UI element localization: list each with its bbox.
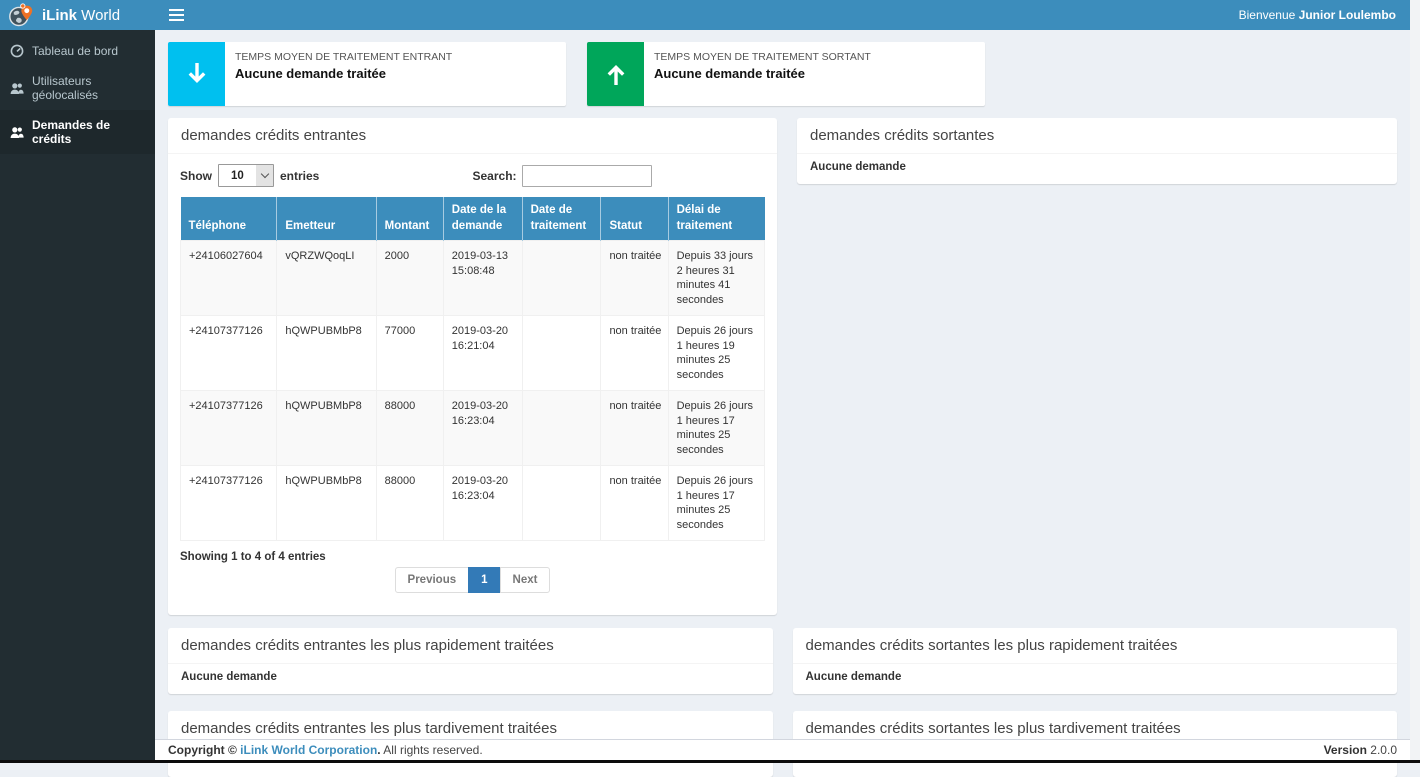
cell-date-traitement <box>522 391 601 466</box>
cell-delai: Depuis 26 jours 1 heures 17 minutes 25 secondes <box>668 391 764 466</box>
brand[interactable] <box>0 0 155 30</box>
search-label: Search: <box>472 168 517 183</box>
entries-label: entries <box>280 168 320 183</box>
column-header-date-demande[interactable]: Date de la demande <box>443 197 522 241</box>
arrow-up-icon <box>587 42 644 106</box>
sidebar-item-label: Utilisateurs géolocalisés <box>32 74 99 102</box>
panel-title: demandes crédits entrantes les plus rapidement traitées <box>168 628 773 664</box>
sidebar-item-label: Tableau de bord <box>32 44 119 58</box>
vertical-scrollbar[interactable] <box>1410 0 1420 763</box>
version-text: Version 2.0.0 <box>1323 743 1397 757</box>
users-icon <box>10 81 24 95</box>
empty-message: Aucune demande <box>805 671 902 684</box>
table-row <box>181 316 765 391</box>
navbar-body <box>155 0 1410 30</box>
page-1-button[interactable]: 1 <box>468 567 500 593</box>
users-icon <box>10 125 24 139</box>
cell-emetteur: hQWPUBMbP8 <box>277 466 376 541</box>
sidebar-item-tableau-de-bord[interactable] <box>0 36 155 66</box>
empty-message: Aucune demande <box>810 161 906 173</box>
cell-montant: 88000 <box>376 466 443 541</box>
top-navbar <box>0 0 1410 30</box>
cell-montant: 88000 <box>376 391 443 466</box>
sidebar-item-demandes-de-credits[interactable] <box>0 110 155 154</box>
sidebar-toggle-button[interactable] <box>169 6 191 24</box>
cell-delai: Depuis 26 jours 1 heures 19 minutes 25 secondes <box>668 316 764 391</box>
cell-statut: non traitée <box>601 241 668 316</box>
sidebar-item-label: Demandes de crédits <box>32 118 111 146</box>
previous-page-button[interactable]: Previous <box>395 567 470 593</box>
table-row <box>181 466 765 541</box>
panel-title: demandes crédits sortantes <box>797 118 1397 154</box>
sidebar-item-utilisateurs-geolocalises[interactable] <box>0 66 155 110</box>
column-header-delai[interactable]: Délai de traitement <box>668 197 764 241</box>
window-bottom-edge <box>0 760 1420 763</box>
panel-sortantes-rapidement <box>793 628 1398 694</box>
panel-title: demandes crédits sortantes les plus tardivement traitées <box>793 711 1398 747</box>
arrow-down-icon <box>168 42 225 106</box>
column-header-statut[interactable]: Statut <box>601 197 668 241</box>
demandes-entrantes-table <box>180 197 765 541</box>
info-box-title: TEMPS MOYEN DE TRAITEMENT SORTANT <box>654 51 871 63</box>
info-box-value: Aucune demande traitée <box>235 66 386 81</box>
pagination <box>180 567 765 593</box>
cell-date-traitement <box>522 241 601 316</box>
cell-date-demande: 2019-03-20 16:21:04 <box>443 316 522 391</box>
column-header-telephone[interactable]: Téléphone <box>181 197 277 241</box>
cell-telephone: +24107377126 <box>181 466 277 541</box>
cell-emetteur: vQRZWQoqLI <box>277 241 376 316</box>
cell-statut: non traitée <box>601 316 668 391</box>
panel-entrantes-rapidement <box>168 628 773 694</box>
company-link[interactable]: iLink World Corporation <box>240 743 378 757</box>
info-box-value: Aucune demande traitée <box>654 66 805 81</box>
cell-delai: Depuis 26 jours 1 heures 17 minutes 25 secondes <box>668 466 764 541</box>
cell-date-demande: 2019-03-13 15:08:48 <box>443 241 522 316</box>
info-box-row <box>168 42 1397 106</box>
panel-title: demandes crédits entrantes <box>168 118 777 154</box>
cell-date-demande: 2019-03-20 16:23:04 <box>443 391 522 466</box>
cell-montant: 2000 <box>376 241 443 316</box>
cell-delai: Depuis 33 jours 2 heures 31 minutes 41 secondes <box>668 241 764 316</box>
page-length-select[interactable] <box>218 164 274 187</box>
app-logo-icon <box>8 2 34 28</box>
empty-message: Aucune demande <box>181 671 277 684</box>
cell-date-traitement <box>522 466 601 541</box>
dashboard-icon <box>10 44 24 58</box>
table-info-text: Showing 1 to 4 of 4 entries <box>180 551 326 564</box>
column-header-emetteur[interactable]: Emetteur <box>277 197 376 241</box>
page-length-control <box>180 164 473 187</box>
panel-title: demandes crédits entrantes les plus tardivement traitées <box>168 711 773 747</box>
search-control <box>473 165 652 187</box>
cell-montant: 77000 <box>376 316 443 391</box>
info-box-title: TEMPS MOYEN DE TRAITEMENT ENTRANT <box>235 51 453 63</box>
info-box-outgoing <box>587 42 985 106</box>
table-row <box>181 241 765 316</box>
copyright-text: Copyright © iLink World Corporation. All rights reserved. <box>168 743 483 757</box>
cell-date-demande: 2019-03-20 16:23:04 <box>443 466 522 541</box>
cell-emetteur: hQWPUBMbP8 <box>277 391 376 466</box>
column-header-montant[interactable]: Montant <box>376 197 443 241</box>
sidebar <box>0 30 155 763</box>
page-footer <box>155 739 1410 760</box>
panel-demandes-entrantes <box>168 118 777 615</box>
cell-telephone: +24106027604 <box>181 241 277 316</box>
cell-telephone: +24107377126 <box>181 316 277 391</box>
content-area <box>155 30 1410 739</box>
table-header-row <box>181 197 765 241</box>
datatable-controls <box>180 164 765 187</box>
panel-demandes-sortantes <box>797 118 1397 184</box>
panel-title: demandes crédits sortantes les plus rapidement traitées <box>793 628 1398 664</box>
info-box-incoming <box>168 42 566 106</box>
cell-statut: non traitée <box>601 391 668 466</box>
cell-emetteur: hQWPUBMbP8 <box>277 316 376 391</box>
brand-title: iLink World <box>42 6 121 24</box>
next-page-button[interactable]: Next <box>500 567 551 593</box>
column-header-date-traitement[interactable]: Date de traitement <box>522 197 601 241</box>
welcome-message: Bienvenue Junior Loulembo <box>1238 8 1396 22</box>
show-label: Show <box>180 168 212 183</box>
cell-date-traitement <box>522 316 601 391</box>
search-input[interactable] <box>522 165 652 187</box>
table-row <box>181 391 765 466</box>
cell-telephone: +24107377126 <box>181 391 277 466</box>
cell-statut: non traitée <box>601 466 668 541</box>
